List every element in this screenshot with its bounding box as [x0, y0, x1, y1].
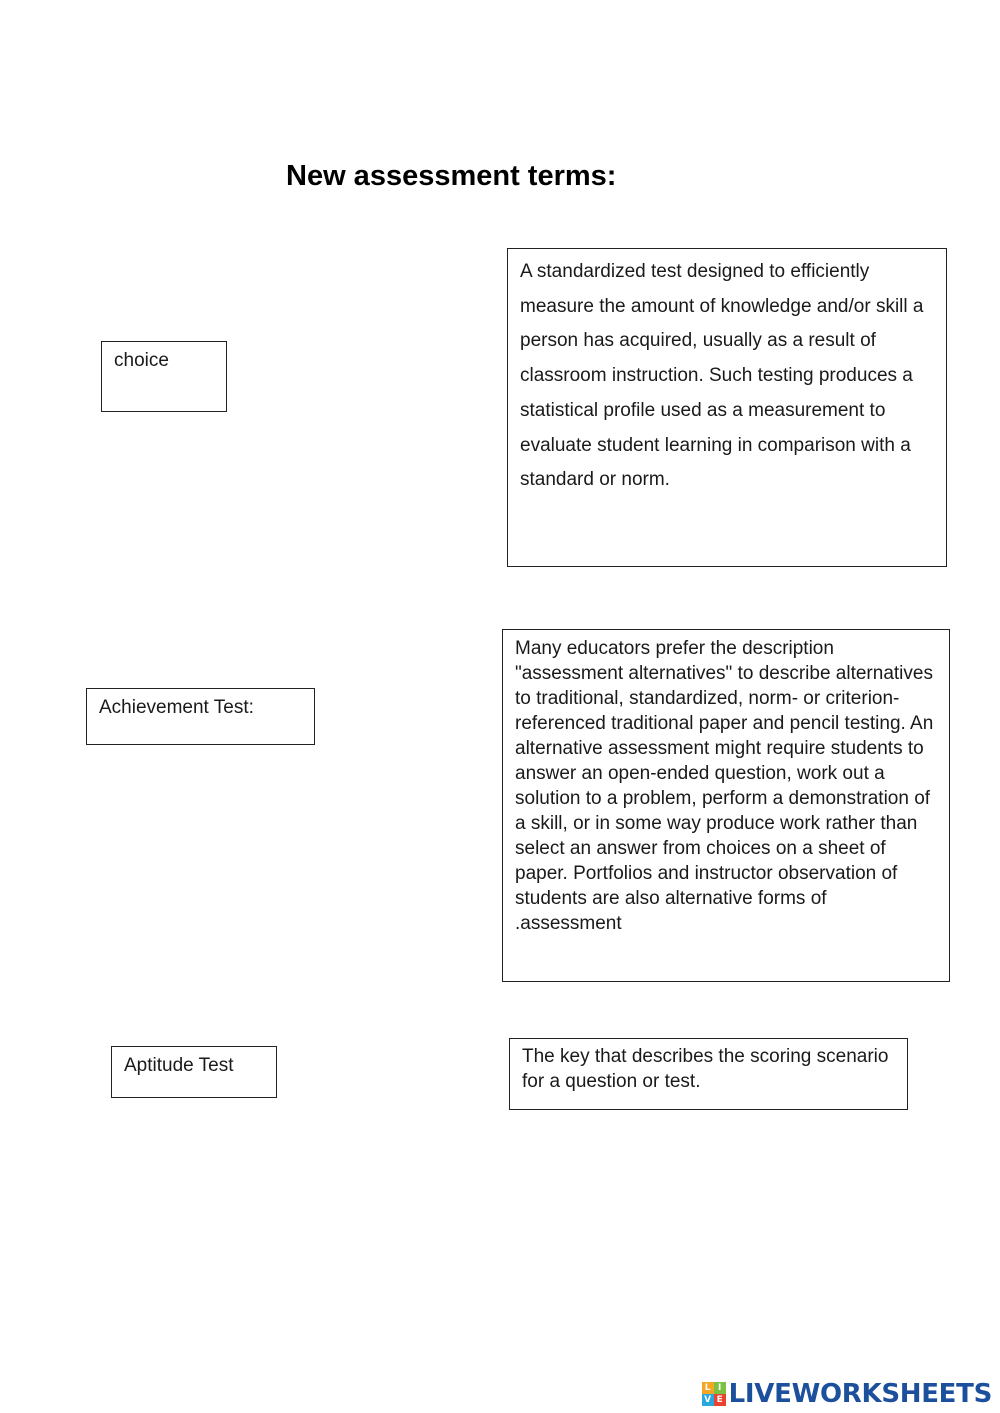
- definition-text: Many educators prefer the description "assessment alternatives" to describe alternatives to traditional, standardized, norm- or criterion-referenced traditional paper and pencil testing. An alternative assessment might require students to answer an open-ended question, work out a solution to a problem, perform a demonstration of a skill, or in some way produce work rather than select an answer from choices on a sheet of paper. Portfolios and instructor observation of students are also alternative forms of .assessment: [515, 638, 934, 934]
- definition-text: The key that describes the scoring scenario for a question or test.: [522, 1046, 889, 1092]
- liveworksheets-logo-icon: L I V E: [702, 1382, 726, 1406]
- term-label: choice: [114, 350, 169, 371]
- brand-name: LIVEWORKSHEETS: [728, 1379, 992, 1409]
- term-box-choice[interactable]: [101, 341, 227, 412]
- term-label: Achievement Test:: [99, 697, 254, 718]
- page-title: New assessment terms:: [286, 160, 617, 192]
- liveworksheets-brand: [702, 1379, 992, 1409]
- definition-box-standardized-test: [507, 248, 947, 567]
- term-box-aptitude-test[interactable]: [111, 1046, 277, 1098]
- definition-box-assessment-alternatives: [502, 629, 950, 982]
- term-label: Aptitude Test: [124, 1055, 234, 1076]
- definition-text: A standardized test designed to efficiently measure the amount of knowledge and/or skill a person has acquired, usually as a result of classroom instruction. Such testing produces a statistical profile used as a measurement to evaluate student learning in comparison with a standard or norm.: [520, 261, 924, 491]
- definition-box-scoring-key: [509, 1038, 908, 1110]
- term-box-achievement-test[interactable]: [86, 688, 315, 745]
